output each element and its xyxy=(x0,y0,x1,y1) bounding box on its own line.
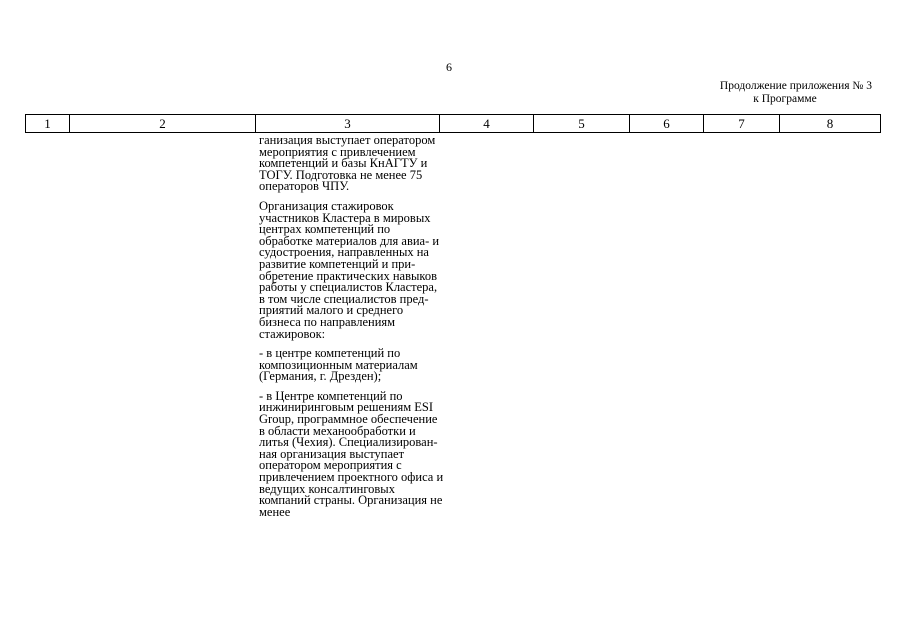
header-row xyxy=(26,115,881,133)
column-3-text xyxy=(259,135,444,526)
paragraph: - в Центре компетенций по инжиниринговым решениям ESI Group, программное обеспечение в области механообработки и литья (Чехия). Специализированная организация выступает оператором мероприятия с привлечением проектного офиса и ведущих консалтинговых компаний страны. Организация не менее xyxy=(259,388,444,519)
paragraph: Организация стажировок участников Кластера в мировых центрах компетенций по обработке материалов для авиа- и судостроения, направленных на развитие компетенций и приобретение практических навыков работы у специалистов Кластера, в том числе специалистов предприятий малого и среднего бизнеса по направлениям стажировок: xyxy=(259,198,440,341)
appendix-line-2: к Программе xyxy=(753,93,817,105)
paragraph: - в центре компетенций по композиционным материалам (Германия, г. Дрезден); xyxy=(259,346,418,384)
column-header-3: 3 xyxy=(256,115,440,133)
column-header-5: 5 xyxy=(534,115,630,133)
column-header-7: 7 xyxy=(704,115,780,133)
column-header-1: 1 xyxy=(26,115,70,133)
column-header-8: 8 xyxy=(780,115,881,133)
page-number: 6 xyxy=(446,60,452,74)
appendix-line-1: Продолжение приложения № 3 xyxy=(719,80,872,92)
column-header-6: 6 xyxy=(630,115,704,133)
column-header-table xyxy=(25,114,881,133)
appendix-note xyxy=(690,80,880,106)
column-header-4: 4 xyxy=(440,115,534,133)
column-header-2: 2 xyxy=(70,115,256,133)
paragraph: ганизация выступает оператором мероприятия с привлечением компетенций и базы КнАГТУ и ТОГУ. Подготовка не менее 75 операторов ЧПУ. xyxy=(259,133,436,194)
